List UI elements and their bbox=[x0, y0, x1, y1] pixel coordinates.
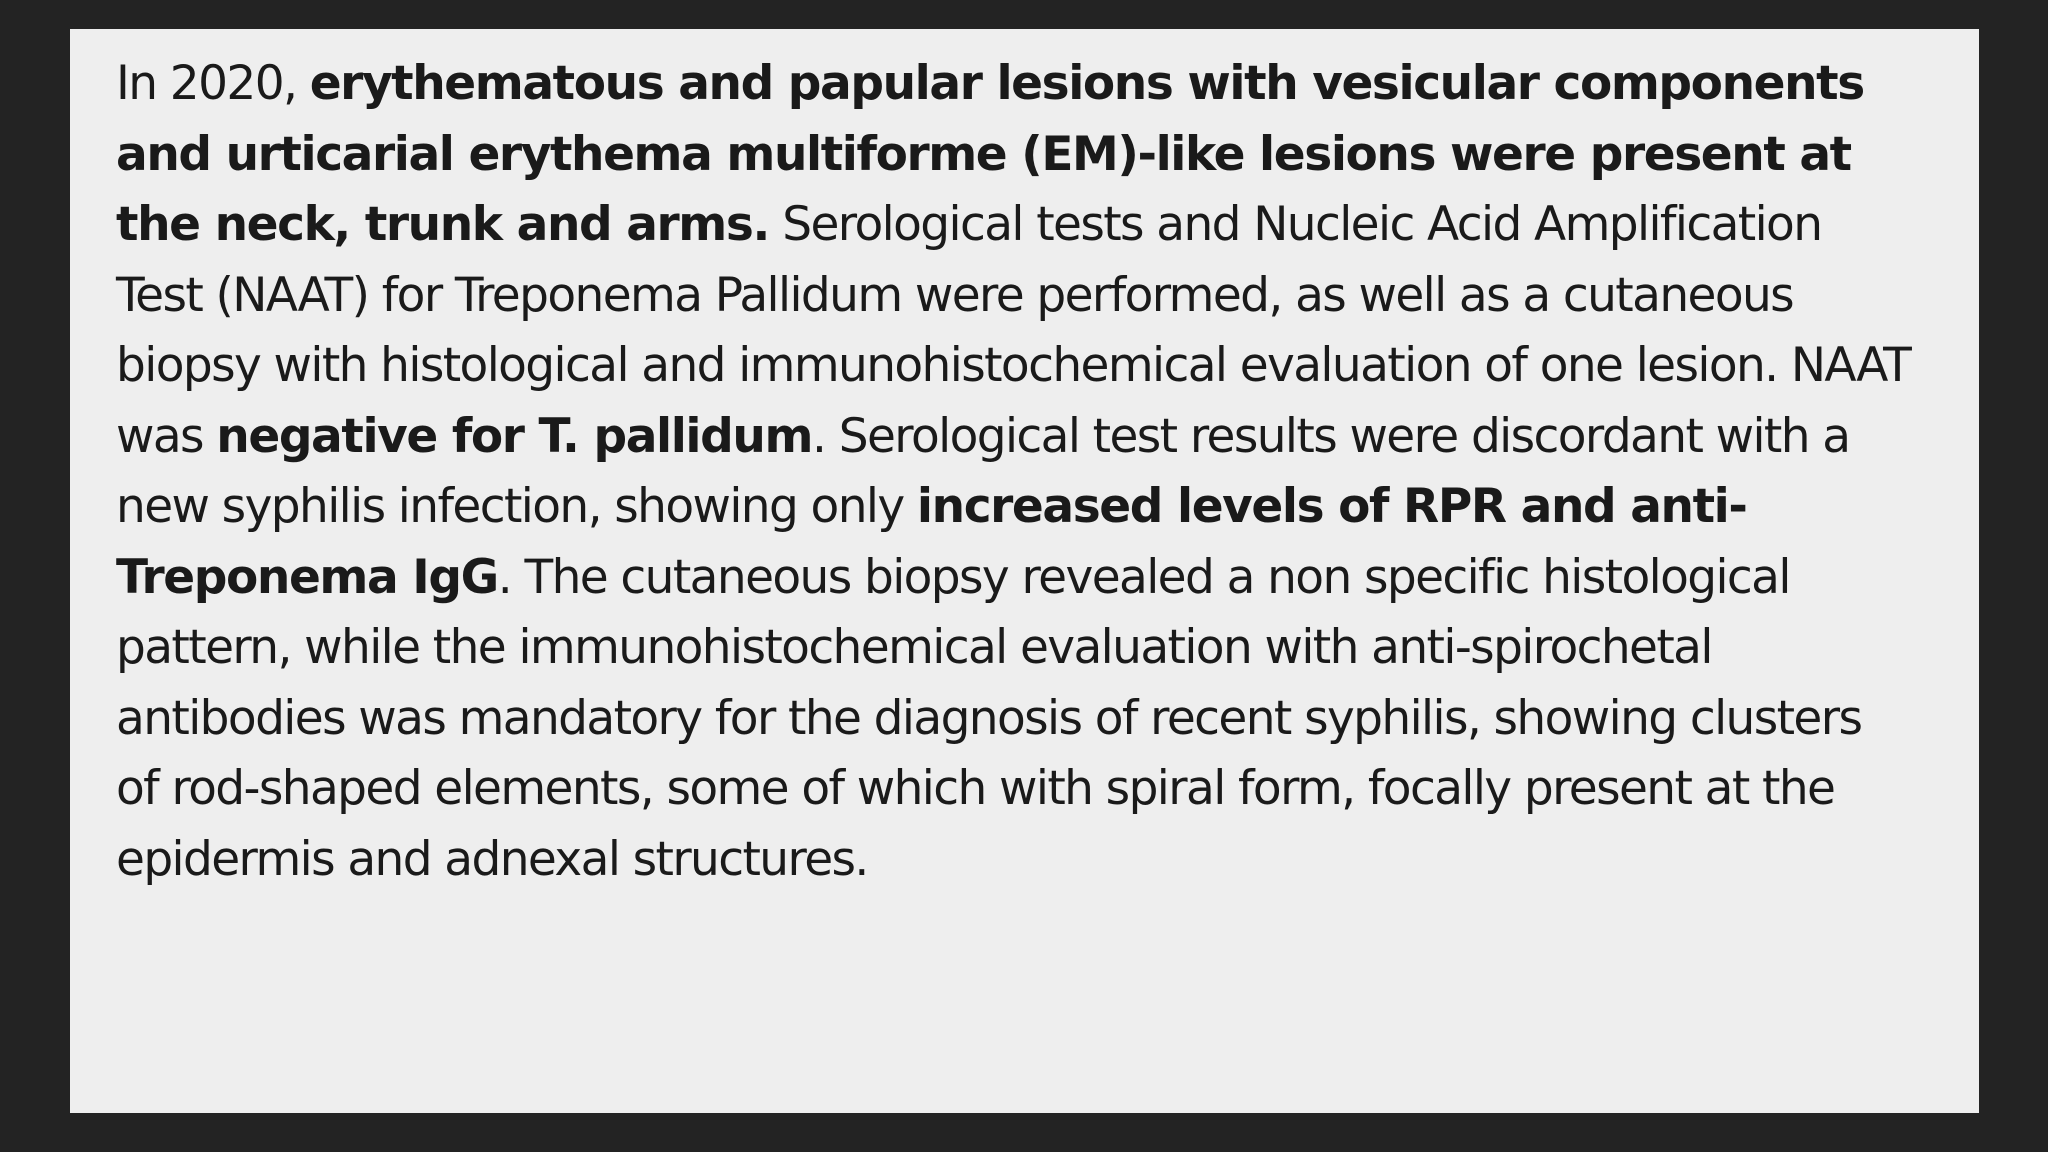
text-line bbox=[116, 684, 2016, 755]
text-segment: . Serological test results were discordant with a bbox=[812, 408, 1850, 464]
text-line bbox=[116, 49, 2016, 120]
bold-text-segment: Treponema IgG bbox=[116, 549, 498, 605]
text-segment: new syphilis infection, showing only bbox=[116, 479, 917, 534]
bold-text-segment: negative for T. pallidum bbox=[216, 408, 813, 464]
text-line bbox=[116, 331, 2016, 402]
text-line bbox=[116, 472, 2016, 543]
text-line bbox=[116, 120, 2016, 191]
slide-panel bbox=[70, 29, 1979, 1113]
bold-text-segment: erythematous and papular lesions with vesicular components bbox=[309, 56, 1864, 111]
text-segment: Serological tests and Nucleic Acid Amplification bbox=[768, 197, 1822, 252]
text-segment: epidermis and adnexal structures. bbox=[116, 831, 868, 887]
text-segment: . The cutaneous biopsy revealed a non specific histological bbox=[497, 549, 1790, 605]
bold-text-segment: the neck, trunk and arms. bbox=[116, 197, 769, 252]
bold-text-segment: increased levels of RPR and anti- bbox=[916, 479, 1747, 534]
text-segment: In 2020, bbox=[116, 56, 310, 111]
text-segment: was bbox=[116, 408, 217, 464]
text-line bbox=[116, 543, 2016, 614]
text-line bbox=[116, 402, 2016, 473]
text-line bbox=[116, 261, 2016, 332]
text-line bbox=[116, 825, 2016, 896]
text-segment: antibodies was mandatory for the diagnosis of recent syphilis, showing clusters bbox=[116, 690, 1862, 746]
text-segment: of rod-shaped elements, some of which with spiral form, focally present at the bbox=[116, 761, 1835, 816]
text-segment: biopsy with histological and immunohistochemical evaluation of one lesion. NAAT bbox=[116, 338, 1911, 393]
text-segment: pattern, while the immunohistochemical evaluation with anti-spirochetal bbox=[116, 620, 1712, 675]
text-line bbox=[116, 190, 2016, 261]
text-segment: Test (NAAT) for Treponema Pallidum were performed, as well as a cutaneous bbox=[116, 267, 1794, 323]
text-line bbox=[116, 754, 2016, 825]
text-line bbox=[116, 613, 2016, 684]
bold-text-segment: and urticarial erythema multiforme (EM)-like lesions were present at bbox=[116, 126, 1851, 182]
body-paragraph bbox=[116, 49, 2016, 895]
